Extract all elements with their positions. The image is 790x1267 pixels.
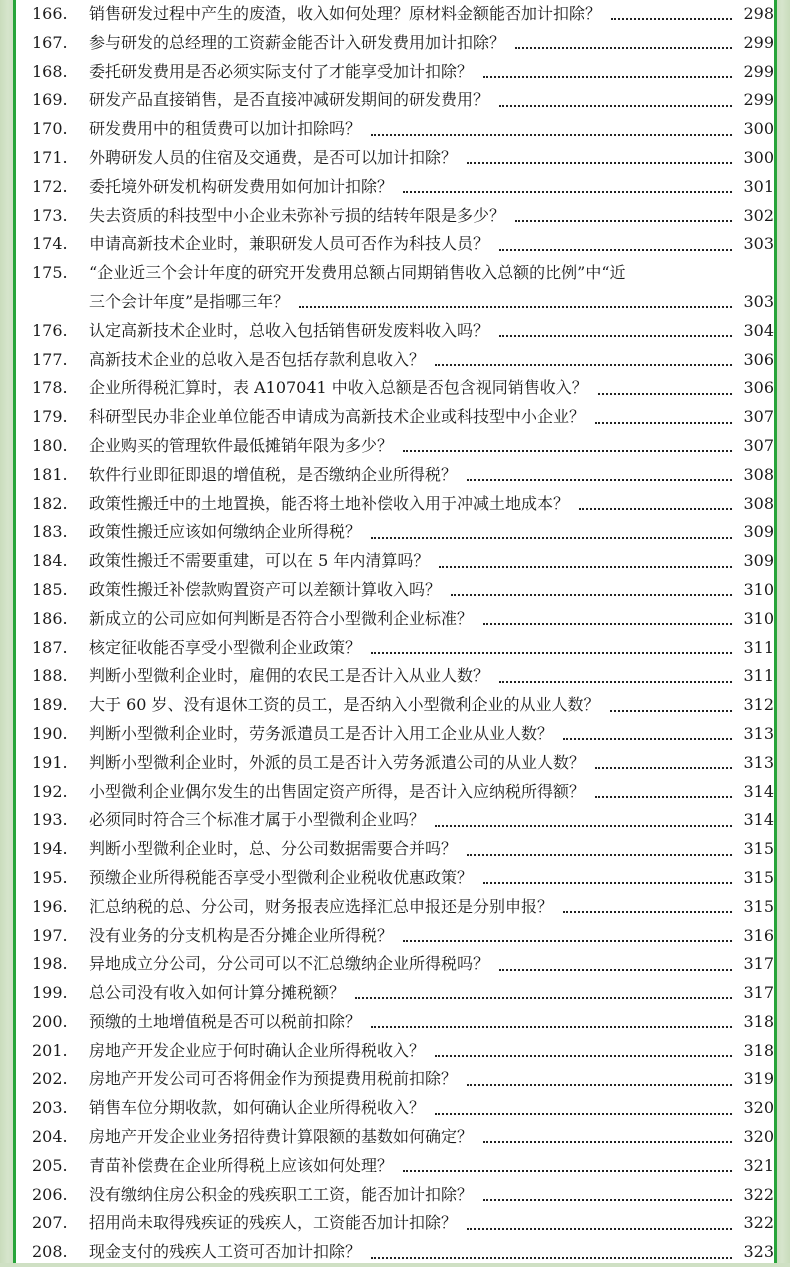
entry-number: 171. xyxy=(32,147,68,167)
toc-entry[interactable] xyxy=(32,922,774,951)
entry-title: 委托研发费用是否必须实际支付了才能享受加计扣除？ xyxy=(89,61,474,81)
entry-title: 房地产开发企业应于何时确认企业所得税收入？ xyxy=(89,1040,426,1060)
dot-leader xyxy=(515,33,732,49)
entry-number: 168. xyxy=(32,61,68,81)
entry-number: 193. xyxy=(32,810,68,830)
entry-number: 189. xyxy=(32,695,68,715)
dot-leader xyxy=(467,148,732,164)
entry-number: 195. xyxy=(32,867,68,887)
entry-title: 新成立的公司应如何判断是否符合小型微利企业标准？ xyxy=(89,608,474,628)
toc-entry[interactable] xyxy=(32,1065,774,1094)
toc-entry[interactable] xyxy=(32,0,774,29)
entry-title: 青苗补偿费在企业所得税上应该如何处理？ xyxy=(89,1155,394,1175)
entry-number: 205. xyxy=(32,1155,68,1175)
entry-number: 185. xyxy=(32,579,68,599)
toc-entry[interactable] xyxy=(32,1008,774,1037)
table-of-contents xyxy=(32,0,774,1267)
dot-leader xyxy=(483,62,732,78)
entry-number: 206. xyxy=(32,1184,68,1204)
entry-page-number: 317 xyxy=(743,954,774,974)
entry-number: 177. xyxy=(32,349,68,369)
dot-leader xyxy=(611,4,732,20)
toc-entry[interactable] xyxy=(32,1209,774,1238)
entry-title: 外聘研发人员的住宿及交通费，是否可以加计扣除？ xyxy=(89,147,458,167)
entry-title: 研发费用中的租赁费可以加计扣除吗？ xyxy=(89,119,362,139)
toc-entry[interactable] xyxy=(32,720,774,749)
dot-leader xyxy=(435,1099,732,1115)
entry-number: 196. xyxy=(32,896,68,916)
entry-number: 194. xyxy=(32,839,68,859)
entry-title: 软件行业即征即退的增值税，是否缴纳企业所得税？ xyxy=(89,464,458,484)
toc-entry[interactable] xyxy=(32,1037,774,1066)
dot-leader xyxy=(371,638,732,654)
document-page xyxy=(13,0,777,1263)
entry-number: 172. xyxy=(32,176,68,196)
entry-title: 申请高新技术企业时，兼职研发人员可否作为科技人员？ xyxy=(89,234,490,254)
toc-entry[interactable] xyxy=(32,461,774,490)
toc-entry[interactable] xyxy=(32,58,774,87)
entry-page-number: 306 xyxy=(743,378,774,398)
dot-leader xyxy=(595,782,732,798)
entry-title-continued: 三个会计年度”是指哪三年？ xyxy=(89,291,290,311)
entry-number: 192. xyxy=(32,781,68,801)
entry-title: 企业所得税汇算时，表 A107041 中收入总额是否包含视同销售收入？ xyxy=(89,378,588,398)
entry-number: 178. xyxy=(32,378,68,398)
dot-leader xyxy=(371,1243,732,1259)
entry-title: 判断小型微利企业时，总、分公司数据需要合并吗？ xyxy=(89,839,458,859)
dot-leader xyxy=(598,379,732,395)
entry-number: 170. xyxy=(32,119,68,139)
entry-number: 187. xyxy=(32,637,68,657)
dot-leader xyxy=(403,1156,732,1172)
toc-entry[interactable] xyxy=(32,605,774,634)
entry-title: 没有业务的分支机构是否分摊企业所得税？ xyxy=(89,925,394,945)
dot-leader xyxy=(403,177,732,193)
dot-leader xyxy=(595,753,732,769)
entry-page-number: 319 xyxy=(743,1069,774,1089)
entry-number: 175. xyxy=(32,263,68,283)
toc-entry[interactable] xyxy=(32,1123,774,1152)
toc-entry[interactable] xyxy=(32,806,774,835)
entry-number: 188. xyxy=(32,666,68,686)
dot-leader xyxy=(499,91,732,107)
entry-number: 166. xyxy=(32,4,68,23)
toc-entry[interactable] xyxy=(32,490,774,519)
entry-title: 总公司没有收入如何计算分摊税额？ xyxy=(89,983,346,1003)
entry-title: 销售车位分期收款，如何确认企业所得税收入？ xyxy=(89,1098,426,1118)
entry-title: 政策性搬迁不需要重建，可以在 5 年内清算吗？ xyxy=(89,551,430,571)
dot-leader xyxy=(439,552,732,568)
entry-title: 政策性搬迁应该如何缴纳企业所得税？ xyxy=(89,522,362,542)
entry-page-number: 311 xyxy=(743,666,774,686)
entry-page-number: 320 xyxy=(743,1127,774,1147)
entry-title: 销售研发过程中产生的废渣，收入如何处理？原材料金额能否加计扣除？ xyxy=(89,4,602,23)
toc-entry[interactable] xyxy=(32,547,774,576)
entry-page-number: 299 xyxy=(743,32,774,52)
entry-title: 现金支付的残疾人工资可否加计扣除？ xyxy=(89,1242,362,1262)
dot-leader xyxy=(371,120,732,136)
entry-number: 167. xyxy=(32,32,68,52)
entry-page-number: 299 xyxy=(743,90,774,110)
entry-page-number: 300 xyxy=(743,119,774,139)
toc-entry[interactable] xyxy=(32,893,774,922)
toc-entry[interactable] xyxy=(32,403,774,432)
entry-page-number: 315 xyxy=(743,839,774,859)
entry-page-number: 307 xyxy=(743,407,774,427)
entry-page-number: 303 xyxy=(743,234,774,254)
entry-number: 203. xyxy=(32,1098,68,1118)
toc-entry[interactable] xyxy=(32,1181,774,1210)
toc-entry[interactable] xyxy=(32,259,774,317)
dot-leader xyxy=(483,868,732,884)
entry-page-number: 298 xyxy=(743,4,774,23)
entry-title: 研发产品直接销售，是否直接冲减研发期间的研发费用？ xyxy=(89,90,490,110)
entry-page-number: 301 xyxy=(743,176,774,196)
entry-page-number: 322 xyxy=(743,1213,774,1233)
entry-number: 182. xyxy=(32,493,68,513)
entry-number: 207. xyxy=(32,1213,68,1233)
dot-leader xyxy=(515,206,732,222)
entry-page-number: 313 xyxy=(743,723,774,743)
entry-page-number: 306 xyxy=(743,349,774,369)
entry-page-number: 309 xyxy=(743,551,774,571)
entry-page-number: 310 xyxy=(743,608,774,628)
dot-leader xyxy=(299,292,732,308)
dot-leader xyxy=(403,436,732,452)
entry-page-number: 309 xyxy=(743,522,774,542)
toc-entry[interactable] xyxy=(32,576,774,605)
entry-page-number: 314 xyxy=(743,810,774,830)
dot-leader xyxy=(483,1185,732,1201)
dot-leader xyxy=(483,609,732,625)
entry-page-number: 300 xyxy=(743,147,774,167)
entry-title: 委托境外研发机构研发费用如何加计扣除？ xyxy=(89,176,394,196)
dot-leader xyxy=(499,321,732,337)
dot-leader xyxy=(467,465,732,481)
entry-title: 核定征收能否享受小型微利企业政策？ xyxy=(89,637,362,657)
entry-page-number: 321 xyxy=(743,1155,774,1175)
dot-leader xyxy=(355,983,732,999)
entry-number: 186. xyxy=(32,608,68,628)
dot-leader xyxy=(467,1070,732,1086)
entry-page-number: 315 xyxy=(743,896,774,916)
entry-title: 必须同时符合三个标准才属于小型微利企业吗？ xyxy=(89,810,426,830)
toc-entry[interactable] xyxy=(32,950,774,979)
dot-leader xyxy=(451,580,732,596)
entry-title: 企业购买的管理软件最低摊销年限为多少？ xyxy=(89,435,394,455)
toc-entry[interactable] xyxy=(32,979,774,1008)
entry-title: 预缴的土地增值税是否可以税前扣除？ xyxy=(89,1011,362,1031)
entry-title: 政策性搬迁补偿款购置资产可以差额计算收入吗？ xyxy=(89,579,442,599)
toc-entry[interactable] xyxy=(32,173,774,202)
dot-leader xyxy=(403,926,732,942)
entry-page-number: 315 xyxy=(743,867,774,887)
entry-number: 204. xyxy=(32,1127,68,1147)
toc-entry[interactable] xyxy=(32,374,774,403)
entry-page-number: 304 xyxy=(743,320,774,340)
entry-page-number: 318 xyxy=(743,1040,774,1060)
toc-entry[interactable] xyxy=(32,115,774,144)
entry-number: 184. xyxy=(32,551,68,571)
toc-entry[interactable] xyxy=(32,864,774,893)
entry-page-number: 322 xyxy=(743,1184,774,1204)
toc-entry[interactable] xyxy=(32,86,774,115)
entry-title: 汇总纳税的总、分公司，财务报表应选择汇总申报还是分别申报？ xyxy=(89,896,554,916)
toc-entry[interactable] xyxy=(32,317,774,346)
entry-number: 179. xyxy=(32,407,68,427)
entry-page-number: 314 xyxy=(743,781,774,801)
entry-title: 政策性搬迁中的土地置换，能否将土地补偿收入用于冲减土地成本？ xyxy=(89,493,570,513)
entry-page-number: 323 xyxy=(743,1242,774,1262)
entry-title: 认定高新技术企业时，总收入包括销售研发废料收入吗？ xyxy=(89,320,490,340)
dot-leader xyxy=(435,1041,732,1057)
dot-leader xyxy=(499,235,732,251)
entry-title: “企业近三个会计年度的研究开发费用总额占同期销售收入总额的比例”中“近 xyxy=(89,263,626,283)
entry-title: 异地成立分公司，分公司可以不汇总缴纳企业所得税吗？ xyxy=(89,954,490,974)
dot-leader xyxy=(563,724,732,740)
entry-number: 200. xyxy=(32,1011,68,1031)
toc-entry[interactable] xyxy=(32,691,774,720)
entry-title: 小型微利企业偶尔发生的出售固定资产所得，是否计入应纳税所得额？ xyxy=(89,781,586,801)
entry-title: 预缴企业所得税能否享受小型微利企业税收优惠政策？ xyxy=(89,867,474,887)
dot-leader xyxy=(483,1127,732,1143)
dot-leader xyxy=(371,523,732,539)
toc-entry[interactable] xyxy=(32,1152,774,1181)
entry-number: 174. xyxy=(32,234,68,254)
entry-title: 高新技术企业的总收入是否包括存款利息收入？ xyxy=(89,349,426,369)
dot-leader xyxy=(499,667,732,683)
entry-number: 190. xyxy=(32,723,68,743)
entry-page-number: 316 xyxy=(743,925,774,945)
toc-entry[interactable] xyxy=(32,29,774,58)
toc-entry[interactable] xyxy=(32,518,774,547)
toc-entry[interactable] xyxy=(32,144,774,173)
toc-entry[interactable] xyxy=(32,230,774,259)
dot-leader xyxy=(435,811,732,827)
dot-leader xyxy=(579,494,732,510)
entry-title: 房地产开发企业业务招待费计算限额的基数如何确定？ xyxy=(89,1127,474,1147)
dot-leader xyxy=(467,840,732,856)
toc-entry[interactable] xyxy=(32,634,774,663)
entry-number: 176. xyxy=(32,320,68,340)
entry-number: 198. xyxy=(32,954,68,974)
entry-page-number: 308 xyxy=(743,464,774,484)
entry-page-number: 318 xyxy=(743,1011,774,1031)
entry-title: 没有缴纳住房公积金的残疾职工工资，能否加计扣除？ xyxy=(89,1184,474,1204)
entry-title: 房地产开发公司可否将佣金作为预提费用税前扣除？ xyxy=(89,1069,458,1089)
dot-leader xyxy=(435,350,732,366)
entry-number: 197. xyxy=(32,925,68,945)
entry-page-number: 299 xyxy=(743,61,774,81)
entry-number: 208. xyxy=(32,1242,68,1262)
entry-number: 181. xyxy=(32,464,68,484)
entry-number: 191. xyxy=(32,752,68,772)
entry-title: 判断小型微利企业时，雇佣的农民工是否计入从业人数？ xyxy=(89,666,490,686)
entry-number: 169. xyxy=(32,90,68,110)
entry-page-number: 302 xyxy=(743,205,774,225)
entry-page-number: 308 xyxy=(743,493,774,513)
toc-entry[interactable] xyxy=(32,778,774,807)
entry-page-number: 303 xyxy=(743,291,774,311)
entry-number: 183. xyxy=(32,522,68,542)
entry-number: 199. xyxy=(32,983,68,1003)
toc-entry[interactable] xyxy=(32,662,774,691)
entry-number: 180. xyxy=(32,435,68,455)
entry-title: 科研型民办非企业单位能否申请成为高新技术企业或科技型中小企业？ xyxy=(89,407,586,427)
entry-page-number: 320 xyxy=(743,1098,774,1118)
toc-entry[interactable] xyxy=(32,1094,774,1123)
dot-leader xyxy=(610,696,732,712)
entry-title: 参与研发的总经理的工资薪金能否计入研发费用加计扣除？ xyxy=(89,32,506,52)
entry-page-number: 310 xyxy=(743,579,774,599)
entry-page-number: 307 xyxy=(743,435,774,455)
entry-page-number: 311 xyxy=(743,637,774,657)
entry-title: 招用尚未取得残疾证的残疾人，工资能否加计扣除？ xyxy=(89,1213,458,1233)
toc-entry[interactable] xyxy=(32,835,774,864)
entry-number: 201. xyxy=(32,1040,68,1060)
entry-title: 判断小型微利企业时，外派的员工是否计入劳务派遣公司的从业人数？ xyxy=(89,752,586,772)
toc-entry[interactable] xyxy=(32,749,774,778)
entry-number: 173. xyxy=(32,205,68,225)
dot-leader xyxy=(499,955,732,971)
entry-page-number: 317 xyxy=(743,983,774,1003)
toc-entry[interactable] xyxy=(32,346,774,375)
dot-leader xyxy=(371,1012,732,1028)
toc-entry[interactable] xyxy=(32,202,774,231)
entry-number: 202. xyxy=(32,1069,68,1089)
toc-entry[interactable] xyxy=(32,432,774,461)
dot-leader xyxy=(563,897,732,913)
entry-title: 大于 60 岁、没有退休工资的员工，是否纳入小型微利企业的从业人数？ xyxy=(89,695,600,715)
entry-title: 判断小型微利企业时，劳务派遣员工是否计入用工企业从业人数？ xyxy=(89,723,554,743)
entry-page-number: 313 xyxy=(743,752,774,772)
dot-leader xyxy=(595,408,732,424)
entry-page-number: 312 xyxy=(743,695,774,715)
dot-leader xyxy=(467,1214,732,1230)
entry-title: 失去资质的科技型中小企业未弥补亏损的结转年限是多少？ xyxy=(89,205,506,225)
